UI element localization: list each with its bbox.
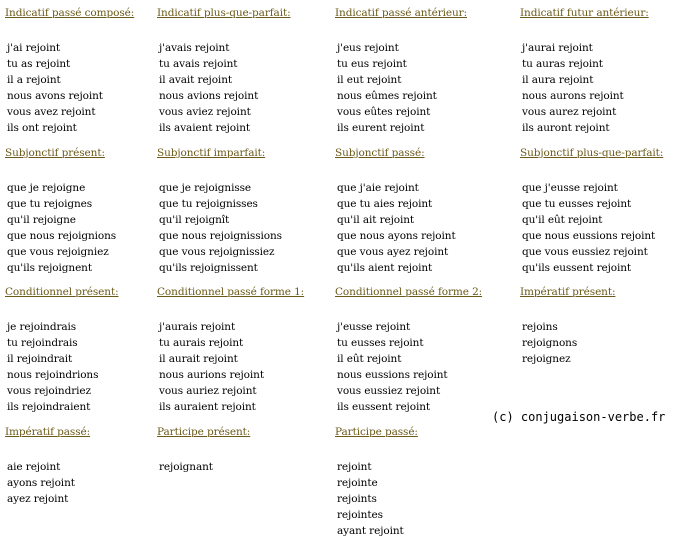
conjugation-line: vous avez rejoint — [7, 106, 96, 118]
conjugation-line: il avait rejoint — [159, 74, 232, 86]
conjugation-line: rejoints — [337, 493, 377, 505]
section-conditionnel-passe-forme-1 — [157, 286, 304, 415]
conjugation-line: que je rejoignisse — [159, 182, 252, 194]
conjugation-line: vous aviez rejoint — [159, 106, 251, 118]
section-heading[interactable]: Subjonctif présent: — [5, 147, 105, 159]
conjugation-line: que tu aies rejoint — [337, 198, 433, 210]
section-heading[interactable]: Indicatif passé composé: — [5, 7, 135, 19]
section-participe-present — [157, 426, 250, 475]
conjugation-line: qu'ils eussent rejoint — [522, 262, 632, 274]
section-indicatif-passe-anterieur — [335, 7, 467, 136]
conjugation-line: que j'aie rejoint — [337, 182, 419, 194]
conjugation-line: vous auriez rejoint — [159, 385, 257, 397]
conjugation-line: j'eusse rejoint — [337, 321, 411, 333]
conjugation-line: que vous rejoignissiez — [159, 246, 275, 258]
conjugation-line: nous rejoindrions — [7, 369, 99, 381]
conjugation-line: il eut rejoint — [337, 74, 402, 86]
conjugation-line: il aura rejoint — [522, 74, 594, 86]
conjugation-line: qu'il rejoignît — [159, 214, 230, 226]
conjugation-line: tu eus rejoint — [337, 58, 407, 70]
conjugation-line: tu auras rejoint — [522, 58, 603, 70]
conjugation-line: ayez rejoint — [7, 493, 69, 505]
section-heading[interactable]: Conditionnel passé forme 1: — [157, 286, 305, 298]
section-heading[interactable]: Impératif passé: — [5, 426, 91, 438]
conjugation-line: nous avions rejoint — [159, 90, 259, 102]
conjugation-line: que vous ayez rejoint — [337, 246, 449, 258]
section-conditionnel-passe-forme-2 — [335, 286, 482, 415]
conjugation-line: ils avaient rejoint — [159, 122, 251, 134]
section-conditionnel-present — [5, 286, 119, 415]
conjugation-line: rejointe — [337, 477, 378, 489]
conjugation-line: que tu rejoignisses — [159, 198, 258, 210]
conjugation-line: que nous rejoignions — [7, 230, 117, 242]
section-heading[interactable]: Conditionnel passé forme 2: — [335, 286, 483, 298]
conjugation-line: rejoignons — [522, 337, 578, 349]
section-heading[interactable]: Subjonctif imparfait: — [157, 147, 266, 159]
section-heading[interactable]: Subjonctif plus-que-parfait: — [520, 147, 664, 159]
conjugation-line: il eût rejoint — [337, 353, 402, 365]
conjugation-line: rejoins — [522, 321, 558, 333]
conjugation-line: j'avais rejoint — [159, 42, 230, 54]
conjugation-line: rejoignant — [159, 461, 213, 473]
section-heading[interactable]: Impératif présent: — [520, 286, 616, 298]
section-indicatif-plus-que-parfait — [157, 7, 291, 136]
conjugation-line: que j'eusse rejoint — [522, 182, 618, 194]
conjugation-line: qu'ils rejoignissent — [159, 262, 258, 274]
conjugation-line: ils rejoindraient — [7, 401, 91, 413]
conjugation-line: que je rejoigne — [7, 182, 86, 194]
section-subjonctif-plus-que-parfait — [520, 147, 663, 276]
conjugation-line: j'aurais rejoint — [159, 321, 236, 333]
conjugation-line: rejoignez — [522, 353, 571, 365]
conjugation-line: ils ont rejoint — [7, 122, 77, 134]
conjugation-line: que nous rejoignissions — [159, 230, 282, 242]
section-heading[interactable]: Indicatif passé antérieur: — [335, 7, 468, 19]
conjugation-line: vous eûtes rejoint — [337, 106, 431, 118]
conjugation-line: il rejoindrait — [7, 353, 73, 365]
conjugation-line: aie rejoint — [7, 461, 61, 473]
conjugation-line: j'ai rejoint — [7, 42, 61, 54]
conjugation-line: vous aurez rejoint — [522, 106, 617, 118]
section-heading[interactable]: Participe passé: — [335, 426, 418, 438]
conjugation-line: ils auront rejoint — [522, 122, 610, 134]
conjugation-line: nous aurions rejoint — [159, 369, 264, 381]
conjugation-line: qu'ils aient rejoint — [337, 262, 433, 274]
section-heading[interactable]: Conditionnel présent: — [5, 286, 119, 298]
conjugation-line: il a rejoint — [7, 74, 61, 86]
conjugation-line: nous aurons rejoint — [522, 90, 624, 102]
conjugation-line: qu'il rejoigne — [7, 214, 76, 226]
conjugation-line: nous eussions rejoint — [337, 369, 448, 381]
conjugation-line: nous eûmes rejoint — [337, 90, 437, 102]
section-indicatif-passe-compose — [5, 7, 134, 136]
conjugation-line: rejointes — [337, 509, 383, 521]
conjugation-line: vous rejoindriez — [7, 385, 91, 397]
section-heading[interactable]: Subjonctif passé: — [335, 147, 425, 159]
conjugation-line: tu as rejoint — [7, 58, 71, 70]
conjugation-line: nous avons rejoint — [7, 90, 103, 102]
conjugation-line: il aurait rejoint — [159, 353, 238, 365]
conjugation-line: ils auraient rejoint — [159, 401, 256, 413]
conjugation-line: je rejoindrais — [7, 321, 77, 333]
conjugation-line: j'aurai rejoint — [522, 42, 593, 54]
conjugation-line: vous eussiez rejoint — [337, 385, 441, 397]
copyright-notice: (c) conjugaison-verbe.fr — [492, 410, 666, 424]
conjugation-line: tu eusses rejoint — [337, 337, 424, 349]
conjugation-line: rejoint — [337, 461, 372, 473]
section-subjonctif-passe — [335, 147, 456, 276]
section-heading[interactable]: Indicatif futur antérieur: — [520, 7, 649, 19]
conjugation-line: ils eurent rejoint — [337, 122, 425, 134]
conjugation-line: ils eussent rejoint — [337, 401, 430, 413]
conjugation-line: ayons rejoint — [7, 477, 75, 489]
conjugation-line: que nous eussions rejoint — [522, 230, 656, 242]
section-imperatif-present — [520, 286, 615, 367]
section-subjonctif-present — [5, 147, 116, 276]
conjugation-line: que tu eusses rejoint — [522, 198, 632, 210]
conjugation-line: tu aurais rejoint — [159, 337, 244, 349]
conjugation-line: que nous ayons rejoint — [337, 230, 456, 242]
section-heading[interactable]: Participe présent: — [157, 426, 251, 438]
conjugation-line: ayant rejoint — [337, 525, 404, 537]
conjugation-line: qu'il eût rejoint — [522, 214, 603, 226]
conjugation-line: qu'ils rejoignent — [7, 262, 92, 274]
conjugation-line: que vous rejoigniez — [7, 246, 109, 258]
section-subjonctif-imparfait — [157, 147, 282, 276]
section-heading[interactable]: Indicatif plus-que-parfait: — [157, 7, 291, 19]
conjugation-line: que vous eussiez rejoint — [522, 246, 648, 258]
section-participe-passe — [335, 426, 418, 539]
section-imperatif-passe — [5, 426, 90, 507]
conjugation-line: tu rejoindrais — [7, 337, 78, 349]
conjugation-line: que tu rejoignes — [7, 198, 93, 210]
conjugation-line: qu'il ait rejoint — [337, 214, 415, 226]
conjugation-line: tu avais rejoint — [159, 58, 238, 70]
section-indicatif-futur-anterieur — [520, 7, 649, 136]
conjugation-line: j'eus rejoint — [337, 42, 399, 54]
